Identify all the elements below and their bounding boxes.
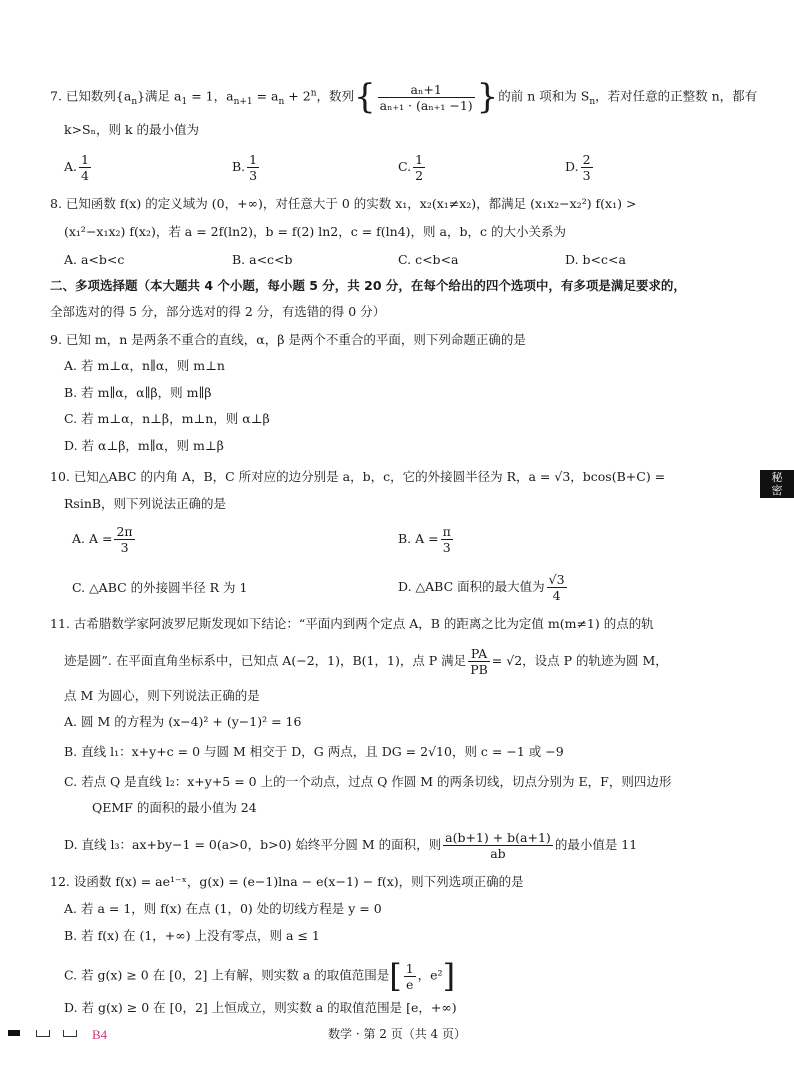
q12-option-d[interactable]: D. 若 g(x) ≥ 0 在 [0，2] 上恒成立，则实数 a 的取值范围是 [e，+∞) [64,1000,457,1015]
q7-option-a[interactable]: A. $\frac{1}{4}$ [64,152,89,183]
q10-option-b[interactable]: B. A = $\frac{\pi}{3}$ [398,524,451,555]
q11-option-d[interactable]: D. 直线 l₃：ax+by−1 = 0(a>0，b>0) 始终平分圆 M 的面积，则 $\frac{a(b+1) + b(a+1)}{ab}$ 的最小值是 11 [64,830,638,861]
q7-stem-line1: 7. 已知数列$\{a_n\}$满足 $a_1 = 1$，$a_{n+1} = a_n + 2^n$，数列{ $\frac{\text{aₙ+1}}{\text{aₙ₊₁ · (aₙ₊₁ −1)}}$ }的前 n 项和为 $S_n$，若对任意的正整数 n，都有 [50,77,758,117]
q12-option-c[interactable]: C. 若 g(x) ≥ 0 在 [0，2] 上有解，则实数 a 的取值范围是[ $\frac{1}{e}$ ，e²] [64,957,456,995]
right-bracket: ] [442,957,456,995]
q8-option-b[interactable]: B. a<c<b [232,252,293,267]
q8-option-c[interactable]: C. c<b<a [398,252,459,267]
left-brace: { [354,77,376,117]
q9-option-c[interactable]: C. 若 m⊥α，n⊥β，m⊥n，则 α⊥β [64,411,270,426]
q7-stem-line2: k>Sₙ，则 k 的最小值为 [64,122,200,137]
footer-page-number: 数学 · 第 2 页（共 4 页） [328,1027,466,1041]
q10-stem-line2: RsinB，则下列说法正确的是 [64,496,227,511]
side-tab-char-2: 密 [771,484,783,497]
q7-option-c[interactable]: C. $\frac{1}{2}$ [398,152,424,183]
section-2-heading-line2: 全部选对的得 5 分，部分选对的得 2 分，有选错的得 0 分） [50,304,386,319]
q11-stem-line3: 点 M 为圆心，则下列说法正确的是 [64,688,260,703]
q9-option-a[interactable]: A. 若 m⊥α，n∥α，则 m⊥n [64,358,225,373]
right-brace: } [476,77,499,117]
q9-option-b[interactable]: B. 若 m∥α，α∥β，则 m∥β [64,385,212,400]
q8-stem-line1: 8. 已知函数 f(x) 的定义域为 (0，+∞)，对任意大于 0 的实数 x₁，x₂(x₁≠x₂)，都满足 (x₁x₂−x₂²) f(x₁) > [50,196,637,211]
q8-stem-line2: (x₁²−x₁x₂) f(x₂)，若 a = 2f(ln2)，b = f(2) ln2，c = f(ln4)，则 a，b，c 的大小关系为 [64,224,566,239]
side-tab-char-1: 秘 [771,471,783,484]
footer-paper-code: B4 [92,1027,108,1042]
q12-option-a[interactable]: A. 若 a = 1，则 f(x) 在点 (1，0) 处的切线方程是 y = 0 [64,901,382,916]
q11-option-b[interactable]: B. 直线 l₁：x+y+c = 0 与圆 M 相交于 D，G 两点，且 DG = 2√10，则 c = −1 或 −9 [64,744,564,759]
confidential-tab [760,470,794,498]
q10-stem-line1: 10. 已知△ABC 的内角 A，B，C 所对应的边分别是 a，b，c，它的外接圆半径为 R，a = √3，bcos(B+C) = [50,469,666,484]
q7-option-d[interactable]: D. $\frac{2}{3}$ [565,152,591,183]
q10-option-d[interactable]: D. △ABC 面积的最大值为 $\frac{√3}{4}$ [398,572,565,603]
q11-option-c-line2: QEMF 的面积的最小值为 24 [92,800,257,815]
q9-option-d[interactable]: D. 若 α⊥β，m∥α，则 m⊥β [64,438,224,453]
q7-option-b[interactable]: B. $\frac{1}{3}$ [232,152,258,183]
q8-option-d[interactable]: D. b<c<a [565,252,626,267]
q10-option-c[interactable]: C. △ABC 的外接圆半径 R 为 1 [72,580,248,595]
q7-sequence-fraction: $\frac{\text{aₙ+1}}{\text{aₙ₊₁ · (aₙ₊₁ −1)}}$ [379,81,473,113]
q11-stem-line2: 迹是圆”. 在平面直角坐标系中，已知点 A(−2，1)，B(1，1)，点 P 满足 $\frac{PA}{PB}$ = √2，设点 P 的轨迹为圆 M， [64,646,668,677]
q12-option-b[interactable]: B. 若 f(x) 在 (1，+∞) 上没有零点，则 a ≤ 1 [64,928,320,943]
q11-stem-line1: 11. 古希腊数学家阿波罗尼斯发现如下结论：“平面内到两个定点 A，B 的距离之比为定值 m(m≠1) 的点的轨 [50,616,654,631]
q9-stem: 9. 已知 m，n 是两条不重合的直线，α，β 是两个不重合的平面，则下列命题正确的是 [50,332,526,347]
q10-option-a[interactable]: A. A = $\frac{2\pi}{3}$ [72,524,133,555]
q12-stem: 12. 设函数 f(x) = ae¹⁻ˣ，g(x) = (e−1)lna − e(x−1) − f(x)，则下列选项正确的是 [50,874,524,889]
q11-option-c[interactable]: C. 若点 Q 是直线 l₂：x+y+5 = 0 上的一个动点，过点 Q 作圆 M 的两条切线，切点分别为 E，F，则四边形 [64,774,672,789]
q11-option-a[interactable]: A. 圆 M 的方程为 (x−4)² + (y−1)² = 16 [64,714,302,729]
left-bracket: [ [389,957,402,995]
section-2-heading: 二、多项选择题（本大题共 4 个小题，每小题 5 分，共 20 分，在每个给出的四个选项中，有多项是满足要求的， [50,278,686,293]
q8-option-a[interactable]: A. a<b<c [64,252,125,267]
